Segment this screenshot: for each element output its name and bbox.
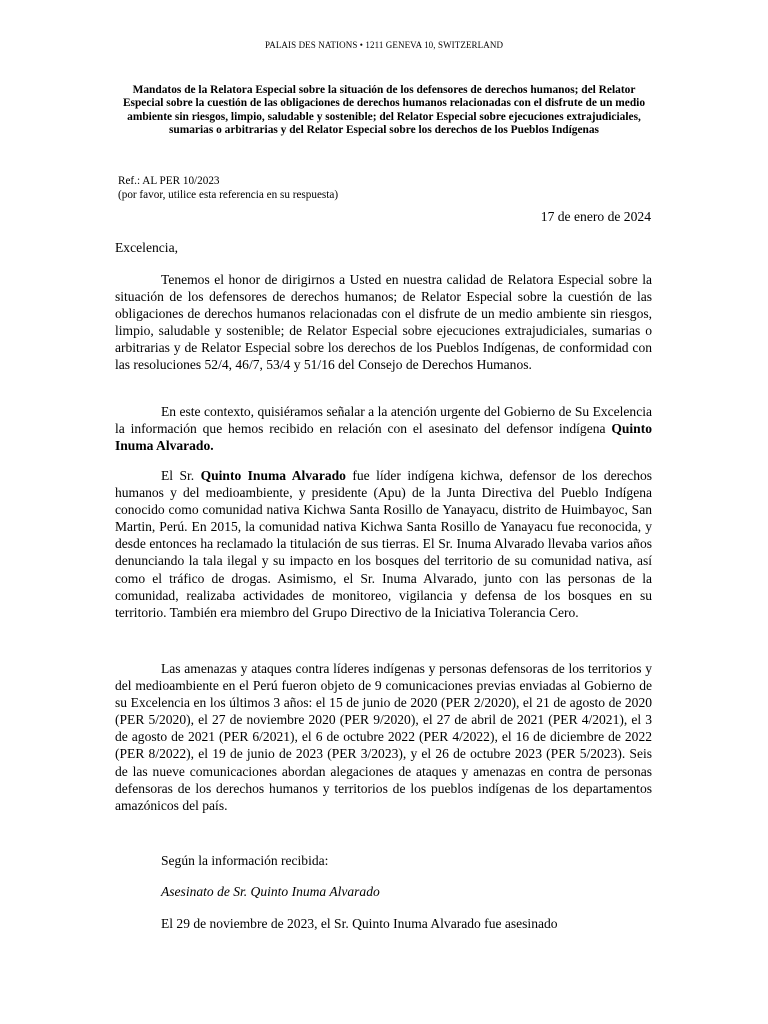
letter-date: 17 de enero de 2024: [540, 209, 651, 224]
paragraph-assassination: [115, 915, 652, 932]
reference-number: Ref.: AL PER 10/2023: [118, 175, 220, 187]
paragraph-defender-background: [115, 467, 652, 621]
paragraph-text: fue líder indígena kichwa, defensor de los derechos humanos y del medioambiente, y presidente (Apu) de la Junta Directiva del Pueblo Indígena conocido como comunidad nativa Kichwa Santa Rosillo de Yanayacu, distrito de Huimbayoc, San Martin, Perú. En 2015, la comunidad nativa Kichwa Santa Rosillo de Yanayacu fue reconocida, y desde entonces ha reclamado la titulación de sus tierras. El Sr. Inuma Alvarado llevaba varios años denunciando la tala ilegal y su impacto en los bosques del territorio de su comunidad nativa, así como el tráfico de drogas. Asimismo, el Sr. Inuma Alvarado, junto con las personas de la comunidad, realizaba actividades de monitoreo, vigilancia y defensa de los bosques en su territorio. También era miembro del Grupo Directivo de la Iniciativa Tolerancia Cero.: [115, 468, 653, 620]
defender-name: Quinto Inuma Alvarado.: [115, 421, 652, 454]
paragraph-information-received: Según la información recibida:: [161, 853, 329, 868]
salutation: Excelencia,: [115, 240, 179, 255]
paragraph-previous-communications: [115, 660, 652, 814]
paragraph-introduction: [115, 271, 652, 374]
paragraph-text: Tenemos el honor de dirigirnos a Usted en nuestra calidad de Relatora Especial sobre la situación de los defensores de derechos humanos; de Relator Especial sobre la cuestión de las obligaciones de derechos humanos relacionadas con el disfrute de un medio ambiente sin riesgos, limpio, saludable y sostenible; de Relator Especial sobre ejecuciones extrajudiciales, sumarias o arbitrarias y de Relator Especial sobre los derechos de los Pueblos Indígenas, de conformidad con las resoluciones 52/4, 46/7, 53/4 y 51/16 del Consejo de Derechos Humanos.: [115, 272, 652, 373]
paragraph-context: [115, 403, 652, 454]
reference-block: [118, 175, 338, 202]
paragraph-text: El 29 de noviembre de 2023, el Sr. Quinto Inuma Alvarado fue asesinado: [161, 916, 558, 931]
section-heading-assassination: Asesinato de Sr. Quinto Inuma Alvarado: [161, 884, 380, 899]
paragraph-text: El Sr.: [161, 468, 201, 483]
defender-name: Quinto Inuma Alvarado: [200, 468, 346, 483]
paragraph-text: Las amenazas y ataques contra líderes indígenas y personas defensoras de los territorios y del medioambiente en el Perú fueron objeto de 9 comunicaciones previas enviadas al Gobierno de su Excelencia en los últimos 3 años: el 15 de junio de 2020 (PER 2/2020), el 21 de agosto de 2020 (PER 5/2020), el 27 de noviembre 2020 (PER 9/2020), el 27 de abril de 2021 (PER 4/2021), el 3 de agosto de 2021 (PER 6/2021), el 6 de octubre 2022 (PER 4/2022), el 16 de diciembre de 2022 (PER 8/2022), el 19 de junio de 2023 (PER 3/2023), y el 26 de octubre 2023 (PER 5/2023). Seis de las nueve comunicaciones abordan alegaciones de ataques y amenazas en contra de personas defensoras de los derechos humanos y territorios de los pueblos indígenas de los departamentos amazónicos del país.: [115, 661, 652, 813]
reference-note: (por favor, utilice esta referencia en su respuesta): [118, 188, 339, 201]
paragraph-text: En este contexto, quisiéramos señalar a la atención urgente del Gobierno de Su Excelencia la información que hemos recibido en relación con el asesinato del defensor indígena: [115, 404, 652, 437]
mandate-title: Mandatos de la Relatora Especial sobre la situación de los defensores de derechos humanos; del Relator Especial sobre la cuestión de las obligaciones de derechos humanos relacionadas con el disfrute de un medio ambiente sin riesgos, limpio, saludable y sostenible; del Relator Especial sobre ejecuciones extrajudiciales, sumarias o arbitrarias y del Relator Especial sobre los derechos de los Pueblos Indígenas: [122, 84, 646, 137]
header-address: PALAIS DES NATIONS • 1211 GENEVA 10, SWITZERLAND: [264, 40, 504, 50]
